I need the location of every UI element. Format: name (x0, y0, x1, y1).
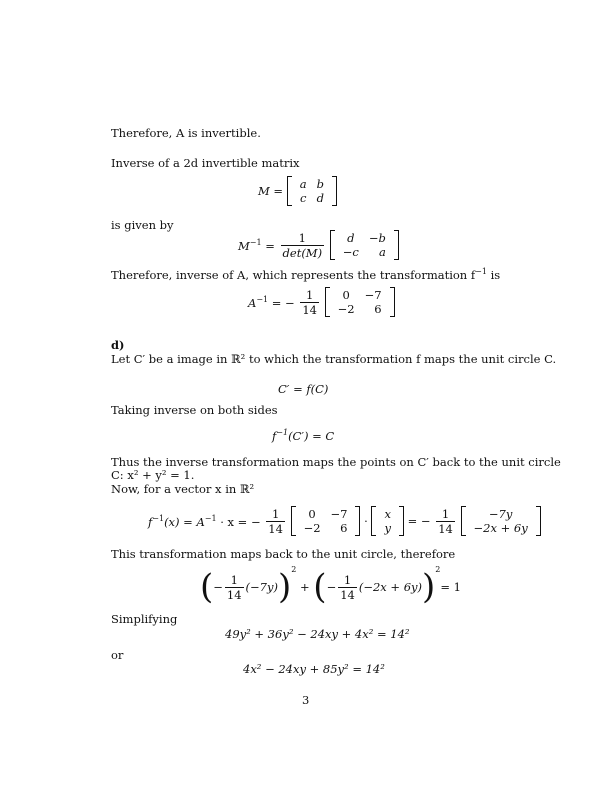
paragraph-taking-inverse: Taking inverse on both sides (111, 403, 278, 417)
matrix-cell: −7 (364, 288, 382, 302)
matrix-cell: −c (342, 245, 359, 259)
matrix-m-inverse (330, 230, 399, 260)
fraction: $\frac{1}{14}$ (340, 572, 355, 602)
section-heading-d: d) (111, 338, 125, 352)
operator: · (364, 514, 368, 528)
matrix-cell: −2 (303, 521, 321, 535)
left-paren: ( (200, 567, 214, 607)
equation-c-prime: C′ = f(C) (278, 382, 329, 396)
left-paren: ( (313, 567, 327, 607)
matrix-cell: −7 (330, 507, 348, 521)
equation-f-inverse-c: $f^{-1}(C') = C$ (272, 428, 335, 443)
operator: = − (407, 514, 431, 528)
paragraph-unit-circle: C: x² + y² = 1. (111, 468, 195, 482)
matrix-a-inverse (325, 287, 395, 317)
paragraph-a-invertible: Therefore, A is invertible. (111, 126, 261, 140)
fraction: $\frac{1}{14}$ (268, 506, 283, 536)
paragraph-now-vector: Now, for a vector x in ℝ² (111, 482, 255, 496)
matrix-cell: b (316, 177, 324, 191)
matrix-cell: x (384, 507, 391, 521)
paragraph-maps-back: This transformation maps back to the unit circle, therefore (111, 547, 456, 561)
paragraph-or: or (111, 648, 124, 662)
matrix-cell: −2x + 6y (473, 521, 528, 535)
matrix-cell: 0 (308, 507, 316, 521)
matrix-cell: −b (368, 231, 386, 245)
equation-m-inverse (238, 230, 399, 260)
fraction: $\frac{1}{14}$ (302, 287, 317, 317)
equation-matrix-m (258, 176, 337, 206)
fraction: $\frac{1}{\det(M)}$ (282, 230, 323, 260)
matrix-cell: d (316, 191, 324, 205)
operator: + (300, 580, 310, 594)
right-paren: ) (277, 567, 292, 607)
paragraph-is-given-by: is given by (111, 218, 174, 232)
paragraph-thus-inverse: Thus the inverse transformation maps the points on C′ back to the unit circle (111, 455, 561, 469)
fraction: $\frac{1}{14}$ (438, 506, 453, 536)
equation-lhs: $A^{-1}$ = − (248, 294, 295, 310)
equation-unit-circle: (− $\frac{1}{14}$ (−7y))$^2$ + (− $\frac{1}{14}$ (−2x + 6y))$^2$= 1 (200, 565, 461, 607)
matrix-cell: 6 (340, 521, 348, 535)
equation-lhs: $M^{-1}$ = (238, 237, 275, 253)
paragraph-inverse-intro: Inverse of a 2d invertible matrix (111, 156, 300, 170)
vector-xy (371, 506, 404, 536)
equation-lhs: $f^{-1}(x) = A^{-1} \cdot x$ = − (148, 513, 261, 529)
paragraph-simplifying: Simplifying (111, 612, 178, 626)
equation-f-inverse-x (148, 506, 541, 536)
matrix-cell: c (299, 191, 307, 205)
right-paren: ) (422, 567, 436, 607)
vector-result (461, 506, 541, 536)
paragraph-let-c-prime: Let C′ be a image in ℝ² to which the transformation f maps the unit circle C. (111, 352, 557, 366)
fraction: $\frac{1}{14}$ (226, 572, 242, 602)
equation-a-inverse (248, 287, 395, 317)
matrix-cell: 6 (374, 302, 382, 316)
matrix-cell: y (384, 521, 391, 535)
equation-lhs: M = (258, 184, 284, 198)
equation-final: 4x² − 24xy + 85y² = 14² (243, 662, 385, 676)
matrix-cell: −2 (337, 302, 355, 316)
matrix-cell: d (347, 231, 355, 245)
matrix-m (287, 176, 337, 206)
matrix-cell: 0 (342, 288, 350, 302)
matrix-cell: a (378, 245, 386, 259)
page-number: 3 (302, 693, 310, 707)
matrix-a-inverse (291, 506, 361, 536)
matrix-cell: a (299, 177, 307, 191)
matrix-cell: −7y (488, 507, 513, 521)
paragraph-inverse-of-a: Therefore, inverse of A, which represents the transformation $f^{-1}$ is (111, 267, 501, 282)
equation-simplified: 49y² + 36y² − 24xy + 4x² = 14² (225, 627, 410, 641)
